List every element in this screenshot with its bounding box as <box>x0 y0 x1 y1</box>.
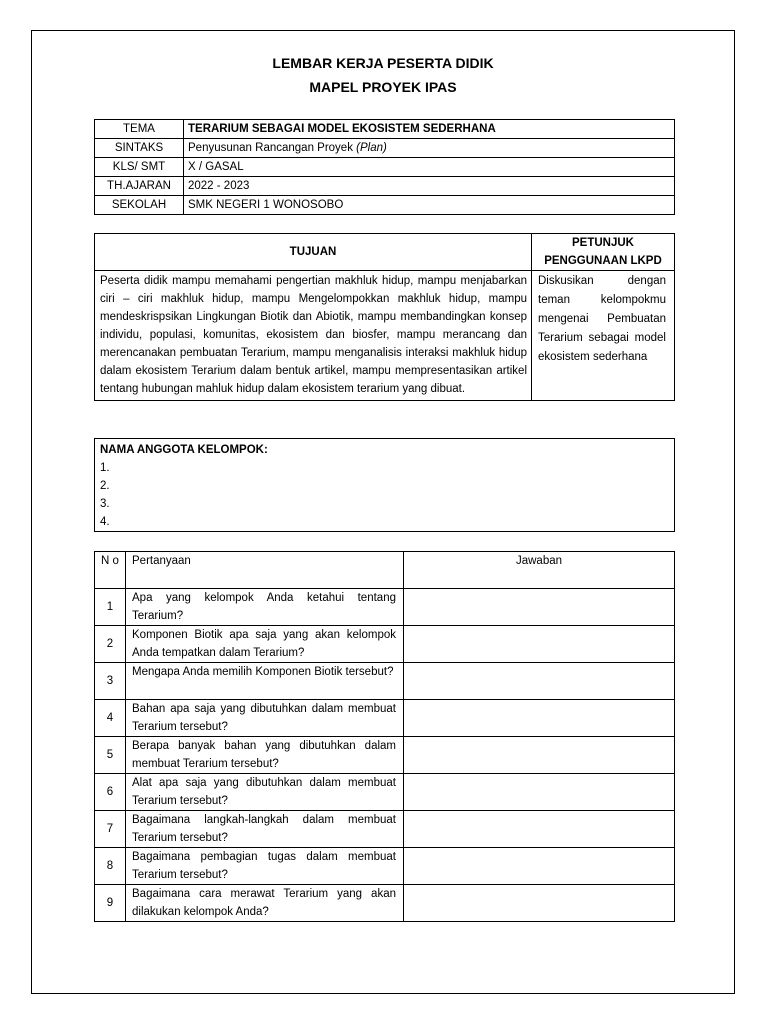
info-table <box>94 119 675 215</box>
table-row <box>95 626 675 663</box>
answer-cell[interactable] <box>404 811 675 848</box>
question-text: Bagaimana cara merawat Terarium yang akan dilakukan kelompok Anda? <box>126 885 404 922</box>
question-text: Bagaimana pembagian tugas dalam membuat Terarium tersebut? <box>126 848 404 885</box>
answer-cell[interactable] <box>404 626 675 663</box>
group-members-heading: NAMA ANGGOTA KELOMPOK: <box>100 444 268 456</box>
member-line-2[interactable]: 2. <box>100 480 110 492</box>
question-text: Komponen Biotik apa saja yang akan kelompok Anda tempatkan dalam Terarium? <box>126 626 404 663</box>
table-row <box>95 811 675 848</box>
row-number: 2 <box>95 626 126 663</box>
question-text: Alat apa saja yang dibutuhkan dalam membuat Terarium tersebut? <box>126 774 404 811</box>
info-row-kelas <box>95 158 675 177</box>
info-value <box>184 139 675 158</box>
info-label: TH.AJARAN <box>95 177 184 196</box>
question-text: Mengapa Anda memilih Komponen Biotik tersebut? <box>126 663 404 700</box>
member-line-1[interactable]: 1. <box>100 462 110 474</box>
answer-cell[interactable] <box>404 663 675 700</box>
petunjuk-text: Diskusikan dengan teman kelompokmu mengenai Pembuatan Terarium sebagai model ekosistem sederhana <box>532 271 675 401</box>
tujuan-text: Peserta didik mampu memahami pengertian makhluk hidup, mampu menjabarkan ciri – ciri makhluk hidup, mampu Mengelompokkan makhluk hidup, mampu mendeskrispsikan Lingkungan Biotik dan Abiotik, mampu membandingkan konsep individu, populasi, komunitas, ekosistem dan biosfer, mampu merancang dan merencanakan pembuatan Terarium, mampu menganalisis interaksi makhluk hidup dalam ekosistem Terarium dalam bentuk artikel, mampu mempresentasikan artikel tentang hubungan mahluk hidup dalam ekosistem terarium yang dibuat. <box>95 271 532 401</box>
answer-cell[interactable] <box>404 774 675 811</box>
table-row <box>95 885 675 922</box>
row-number: 6 <box>95 774 126 811</box>
info-value: 2022 - 2023 <box>184 177 675 196</box>
info-label: SEKOLAH <box>95 196 184 215</box>
tujuan-header: TUJUAN <box>95 234 532 271</box>
document-title: LEMBAR KERJA PESERTA DIDIK <box>272 55 494 71</box>
question-text: Apa yang kelompok Anda ketahui tentang Terarium? <box>126 589 404 626</box>
question-text: Berapa banyak bahan yang dibutuhkan dalam membuat Terarium tersebut? <box>126 737 404 774</box>
info-row-sintaks <box>95 139 675 158</box>
answer-cell[interactable] <box>404 848 675 885</box>
row-number: 3 <box>95 663 126 700</box>
info-value-italic: (Plan) <box>356 142 387 154</box>
row-number: 9 <box>95 885 126 922</box>
table-row <box>95 848 675 885</box>
member-line-3[interactable]: 3. <box>100 498 110 510</box>
info-row-tema <box>95 120 675 139</box>
info-label: KLS/ SMT <box>95 158 184 177</box>
question-header: Pertanyaan <box>126 552 404 589</box>
info-row-sekolah <box>95 196 675 215</box>
row-number: 8 <box>95 848 126 885</box>
worksheet-page <box>31 30 735 994</box>
document-subtitle: MAPEL PROYEK IPAS <box>309 79 457 95</box>
info-value: TERARIUM SEBAGAI MODEL EKOSISTEM SEDERHANA <box>184 120 675 139</box>
info-row-tahun-ajaran <box>95 177 675 196</box>
row-number: 4 <box>95 700 126 737</box>
row-number: 5 <box>95 737 126 774</box>
info-label: SINTAKS <box>95 139 184 158</box>
group-members-box <box>94 438 675 532</box>
member-line-4[interactable]: 4. <box>100 516 110 528</box>
question-text: Bahan apa saja yang dibutuhkan dalam membuat Terarium tersebut? <box>126 700 404 737</box>
row-number: 1 <box>95 589 126 626</box>
question-text: Bagaimana langkah-langkah dalam membuat Terarium tersebut? <box>126 811 404 848</box>
info-label: TEMA <box>95 120 184 139</box>
table-row <box>95 589 675 626</box>
table-row <box>95 774 675 811</box>
answer-cell[interactable] <box>404 737 675 774</box>
table-row <box>95 737 675 774</box>
goal-table <box>94 233 675 401</box>
row-number: 7 <box>95 811 126 848</box>
answer-cell[interactable] <box>404 885 675 922</box>
table-row <box>95 663 675 700</box>
info-value: X / GASAL <box>184 158 675 177</box>
info-value: SMK NEGERI 1 WONOSOBO <box>184 196 675 215</box>
table-row <box>95 700 675 737</box>
answer-header: Jawaban <box>404 552 675 589</box>
no-header: N o <box>95 552 126 589</box>
info-value-text: Penyusunan Rancangan Proyek <box>188 142 353 154</box>
petunjuk-header: PETUNJUK PENGGUNAAN LKPD <box>532 234 675 271</box>
answer-cell[interactable] <box>404 700 675 737</box>
question-table <box>94 551 675 922</box>
answer-cell[interactable] <box>404 589 675 626</box>
